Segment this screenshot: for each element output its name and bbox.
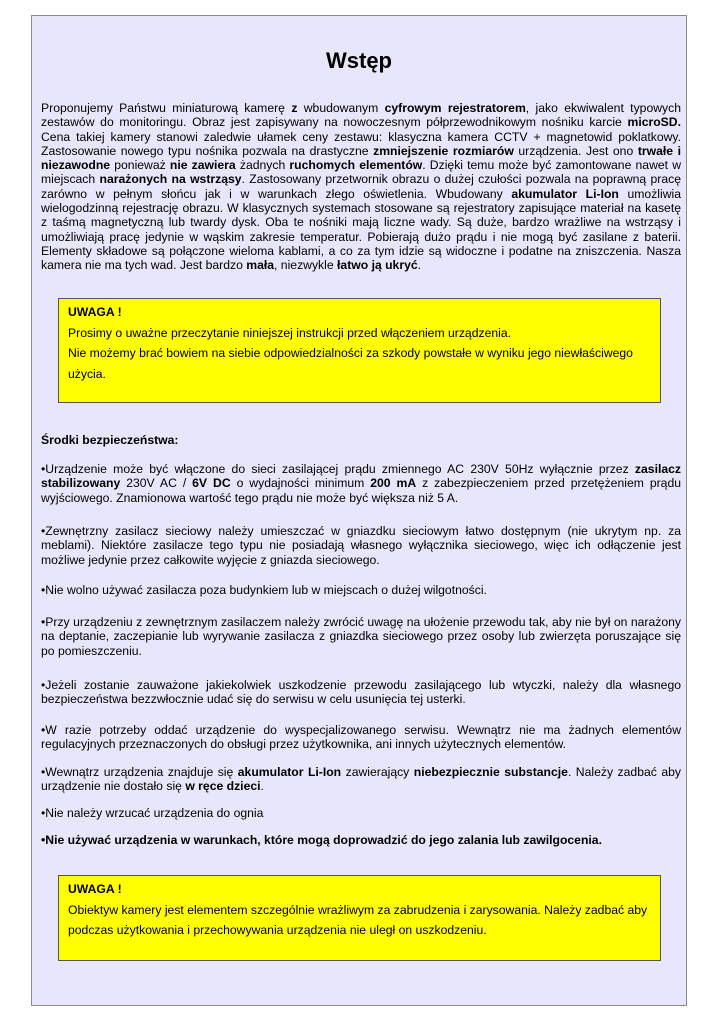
warning-box-instructions: [58, 298, 661, 403]
warning-text: Prosimy o uważne przeczytanie niniejszej instrukcji przed włączeniem urządzenia.: [68, 325, 512, 340]
safety-bullet: •W razie potrzeby oddać urządzenie do wyspecjalizowanego serwisu. Wewnątrz nie ma żadnych elementów regulacyjnych przeznaczonych do obsługi przez użytkownika, ani innych użytecznych elementów.: [41, 723, 681, 752]
safety-bullet: •Jeżeli zostanie zauważone jakiekolwiek uszkodzenie przewodu zasilającego lub wtyczki, należy dla własnego bezpieczeństwa bezzwłocznie udać się do serwisu w celu usunięcia tej usterki.: [41, 678, 681, 707]
page-title: Wstęp: [326, 48, 392, 73]
warning-box-lens: [58, 875, 661, 961]
document-page: [31, 15, 687, 1006]
safety-heading: Środki bezpieczeństwa:: [41, 433, 179, 447]
warning-text: Obiektyw kamery jest elementem szczególnie wrażliwym za zabrudzenia i zarysowania. Należy zadbać aby podczas użytkowania i przechowywania urządzenia nie uległ on uszkodzeniu.: [68, 902, 648, 937]
safety-bullet: •Zewnętrzny zasilacz sieciowy należy umieszczać w gniazdku sieciowym łatwo dostępnym (nie ukrytym np. za meblami). Niektóre zasilacze tego typu nie posiadają własnego wyłącznika sieciowego, więc ich odłączenie jest możliwe jedynie przez całkowite wyjęcie z gniazda sieciowego.: [41, 524, 681, 567]
warning-text: Nie możemy brać bowiem na siebie odpowiedzialności za szkody powstałe w wyniku jego niewłaściwego użycia.: [68, 346, 633, 381]
safety-bullet: •Wewnątrz urządzenia znajduje się akumulator Li-Ion zawierający niebezpiecznie substancje. Należy zadbać aby urządzenie nie dostało się w ręce dzieci.: [41, 765, 681, 794]
warning-heading: UWAGA !: [68, 882, 122, 896]
warning-heading: UWAGA !: [68, 305, 122, 319]
safety-bullet: •Nie wolno używać zasilacza poza budynkiem lub w miejscach o dużej wilgotności.: [41, 583, 487, 597]
safety-bullet: •Nie używać urządzenia w warunkach, które mogą doprowadzić do jego zalania lub zawilgocenia.: [41, 833, 602, 847]
intro-paragraph: Proponujemy Państwu miniaturową kamerę z wbudowanym cyfrowym rejestratorem, jako ekwiwalent typowych zestawów do monitoringu. Obraz jest zapisywany na nowoczesnym półprzewodnikowym nośniku karcie microSD. Cena takiej kamery stanowi zaledwie ułamek ceny zestawu: klasyczna kamera CCTV + magnetowid poklatkowy. Zastosowanie nowego typu nośnika pozwala na drastyczne zmniejszenie rozmiarów urządzenia. Jest ono trwałe i niezawodne ponieważ nie zawiera żadnych ruchomych elementów. Dzięki temu może być zamontowane nawet w miejscach narażonych na wstrząsy. Zastosowany przetwornik obrazu o dużej czułości pozwala na poprawną pracę zarówno w pełnym słońcu jak i w warunkach złego oświetlenia. Wbudowany akumulator Li-Ion umożliwia wielogodzinną rejestrację obrazu. W klasycznych systemach stosowane są rejestratory zapisujące materiał na kasetę z taśmą magnetyczną lub twardy dysk. Oba te nośniki mają liczne wady. Są duże, bardzo wrażliwe na wstrząsy i umożliwiają pracę jedynie w wąskim zakresie temperatur. Pobierają dużo prądu i nie mogą być zasilane z baterii. Elementy składowe są połączone wieloma kablami, a co za tym idzie są widoczne i podatne na zniszczenia. Nasza kamera nie ma tych wad. Jest bardzo mała, niezwykle łatwo ją ukryć.: [41, 101, 681, 273]
safety-bullet: •Nie należy wrzucać urządzenia do ognia: [41, 806, 264, 820]
safety-bullet: •Urządzenie może być włączone do sieci zasilającej prądu zmiennego AC 230V 50Hz wyłącznie przez zasilacz stabilizowany 230V AC / 6V DC o wydajności minimum 200 mA z zabezpieczeniem przed przetężeniem prądu wyjściowego. Znamionowa wartość tego prądu nie może być większa niż 5 A.: [41, 462, 681, 505]
safety-bullet: •Przy urządzeniu z zewnętrznym zasilaczem należy zwrócić uwagę na ułożenie przewodu tak, aby nie był on narażony na deptanie, zaczepianie lub wyrywanie zasilacza z gniazdka sieciowego przez osoby lub zwierzęta poruszające się po pomieszczeniu.: [41, 615, 681, 658]
